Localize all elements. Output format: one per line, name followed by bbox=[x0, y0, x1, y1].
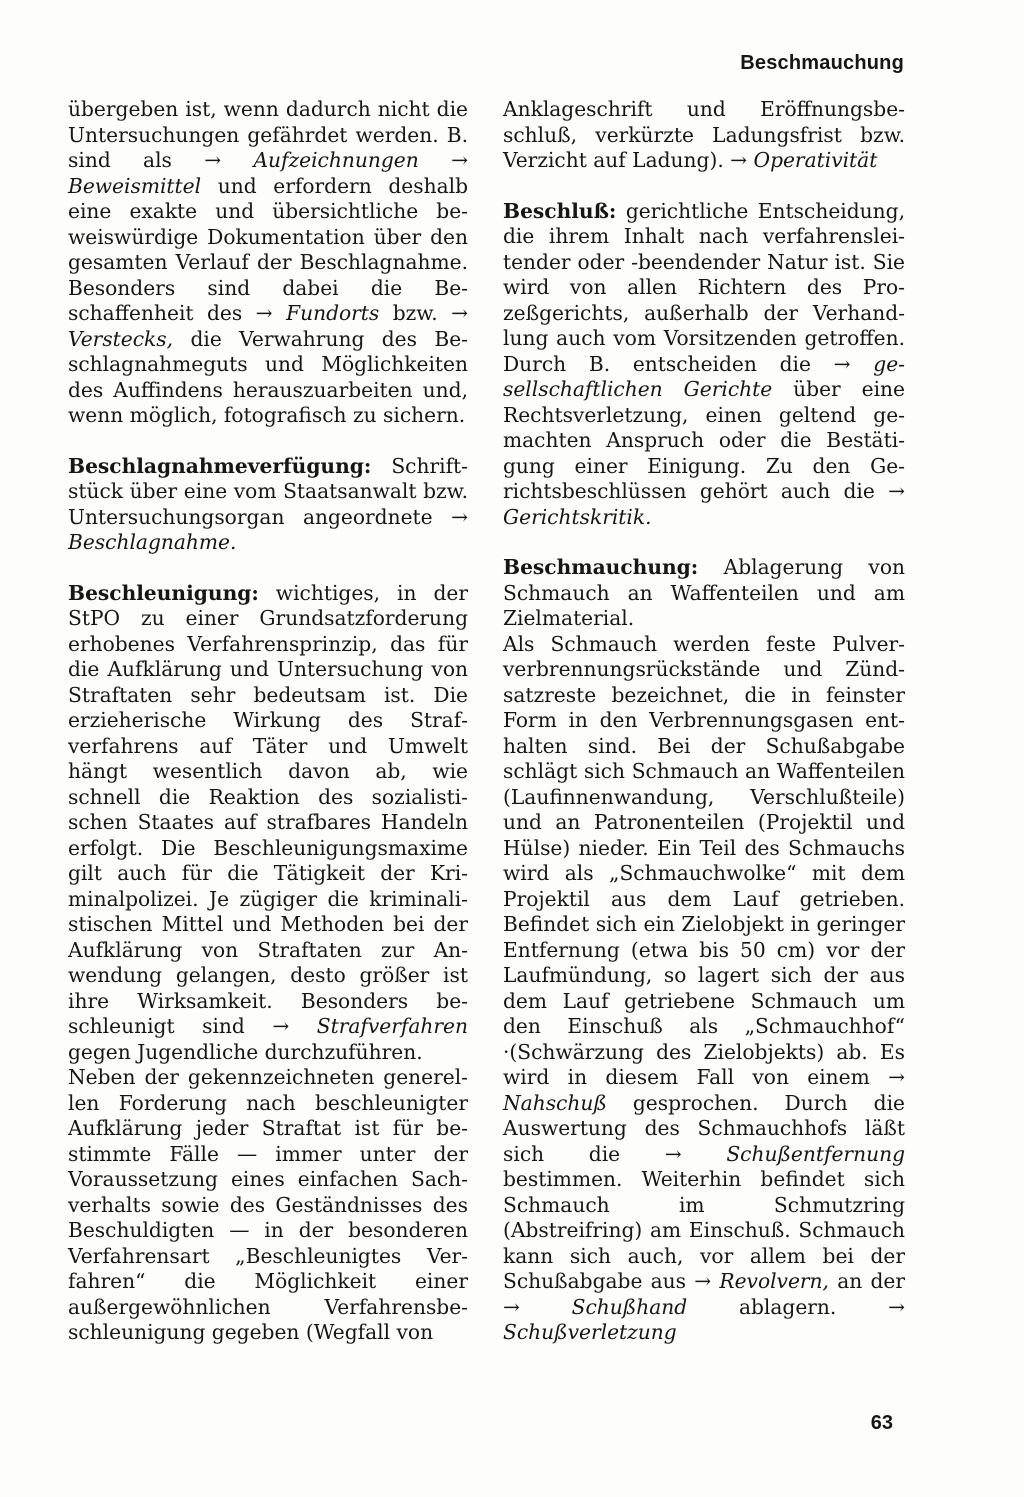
entry-beschlagnahmeverfuegung bbox=[68, 454, 468, 556]
entry-text: an der → bbox=[503, 1269, 905, 1319]
entry-text: Schriftstück über eine vom Staatsanwalt bzw. Untersuchungsorgan angeordnete → bbox=[68, 453, 468, 529]
entry-headword: Beschluß: bbox=[503, 198, 617, 223]
entry-text: und erfordern deshalb eine exakte und übersichtliche beweiswürdige Dokumentation über den gesamten Verlauf der Beschlagnahme. Besonders sind dabei die Beschaffenheit des → bbox=[68, 173, 468, 325]
entry-text: wichtiges, in der StPO zu einer Grundsatzforderung erhobenes Verfahrensprinzip, das für die Aufklärung und Untersuchung von Straftaten sehr bedeutsam ist. Die erzieherische Wirkung des Strafverfahrens auf Täter und Umwelt hängt wesentlich davon ab, wie schnell die Reaktion des sozialistischen Staates auf strafbares Handeln erfolgt. Die Beschleunigungsmaxime gilt auch für die Tätigkeit der Kriminalpolizei. Je zügiger die kriminalistischen Mittel und Methoden bei der Aufklärung von Straftaten zur Anwendung gelangen, desto größer ist ihre Wirksamkeit. Besonders beschleunigt sind → bbox=[68, 580, 468, 1038]
cross-reference-link[interactable]: Schußhand bbox=[571, 1294, 688, 1319]
cross-reference-link[interactable]: gesellschaftlichen Gerichte bbox=[503, 351, 905, 401]
cross-reference-link[interactable]: Strafverfahren bbox=[316, 1014, 468, 1038]
entry-continuation bbox=[68, 97, 468, 429]
entry-text: die Verwahrung des Beschlagnahmeguts und Möglichkeiten des Auffindens herauszuarbeiten und, wenn möglich, fotografisch zu sichern. bbox=[68, 326, 468, 427]
running-head: Beschmauchung bbox=[740, 52, 904, 74]
cross-reference-link[interactable]: Beschlagnahme. bbox=[68, 530, 237, 554]
left-column bbox=[68, 97, 468, 1346]
cross-reference-link[interactable]: Aufzeichnungen bbox=[253, 148, 419, 172]
cross-reference-link[interactable]: Nahschuß bbox=[503, 1090, 607, 1115]
entry-paragraph bbox=[503, 632, 905, 1346]
entry-text: ablagern. → bbox=[687, 1294, 905, 1319]
entry-headword: Beschlagnahmeverfügung: bbox=[68, 453, 372, 478]
page-number: 63 bbox=[870, 1412, 893, 1434]
entry-headword: Beschleunigung: bbox=[68, 580, 259, 605]
entry-text: Als Schmauch werden feste Pulververbrennungsrückstände und Zündsatzreste bezeichnet, die in feinster Form in den Verbrennungsgasen enthalten sind. Bei der Schußabgabe schlägt sich Schmauch an Waffenteilen (Laufinnenwandung, Verschlußteile) und an Patronenteilen (Projektil und Hülse) nieder. Ein Teil des Schmauchs wird als „Schmauchwolke“ mit dem Projektil aus dem Lauf getrieben. Befindet sich ein Zielobjekt in geringer Entfernung (etwa bis 50 cm) vor der Laufmündung, so lagert sich der aus dem Lauf getriebene Schmauch um den Einschuß als „Schmauchhof“ ·(Schwärzung des Zielobjekts) ab. Es wird in diesem Fall von einem → bbox=[503, 631, 905, 1089]
cross-reference-link[interactable]: Schußentfernung bbox=[726, 1141, 905, 1166]
cross-reference-link[interactable]: Revolvern, bbox=[719, 1269, 829, 1293]
cross-reference-link[interactable]: Schußverletzung bbox=[503, 1320, 677, 1344]
cross-reference-link[interactable]: Verstecks, bbox=[68, 326, 174, 351]
entry-text: bestimmen. Weiterhin befindet sich Schmauch im Schmutzring (Abstreifring) am Einschuß. Schmauch kann sich auch, vor allem bei der Schußabgabe aus → bbox=[503, 1167, 905, 1293]
entry-text: gegen Jugendliche durchzuführen. bbox=[68, 1039, 423, 1064]
entry-text: gerichtliche Entscheidung, die ihrem Inhalt nach verfahrensleitender oder -beendender Natur ist. Sie wird von allen Richtern des Prozeßgerichts, außerhalb der Verhandlung auch vom Vorsitzenden getroffen. Durch B. entscheiden die → bbox=[503, 198, 905, 376]
cross-reference-link[interactable]: Beweismittel bbox=[68, 173, 202, 198]
entry-text: → bbox=[418, 148, 468, 172]
entry-text: Neben der gekennzeichneten generellen Forderung nach beschleunigter Aufklärung jeder Straftat ist für bestimmte Fälle — immer unter der Voraussetzung eines einfachen Sachverhalts sowie des Geständnisses des Beschuldigten — in der besonderen Verfahrensart „Beschleunigtes Verfahren“ die Möglichkeit einer außergewöhnlichen Verfahrensbeschleunigung gegeben (Wegfall von bbox=[68, 1065, 468, 1344]
cross-reference-link[interactable]: Fundorts bbox=[286, 301, 380, 325]
entry-headword: Beschmauchung: bbox=[503, 555, 699, 579]
cross-reference-link[interactable]: Gerichtskritik. bbox=[503, 504, 652, 529]
entry-text: über eine Rechtsverletzung, einen geltend gemachten Anspruch oder die Bestätigung einer Einigung. Zu den Gerichtsbeschlüssen gehört auch die → bbox=[503, 377, 905, 503]
entry-text: übergeben ist, wenn dadurch nicht die Untersuchungen gefährdet werden. B. sind als → bbox=[68, 97, 468, 172]
entry-continuation bbox=[503, 97, 905, 174]
entry-beschluss bbox=[503, 199, 905, 531]
entry-text: bzw. → bbox=[379, 301, 468, 325]
entry-text: Ablagerung von Schmauch an Waffenteilen und am Zielmaterial. bbox=[503, 555, 905, 630]
entry-text: Anklageschrift und Eröffnungsbeschluß, verkürzte Ladungsfrist bzw. Verzicht auf Ladung). → bbox=[503, 97, 905, 172]
entry-beschleunigung bbox=[68, 581, 468, 1066]
entry-beschmauchung bbox=[503, 555, 905, 632]
entry-paragraph bbox=[68, 1065, 468, 1346]
entry-text: gesprochen. Durch die Auswertung des Schmauchhofs läßt sich die → bbox=[503, 1090, 905, 1166]
right-column bbox=[503, 97, 905, 1346]
cross-reference-link[interactable]: Operativität bbox=[753, 148, 878, 172]
